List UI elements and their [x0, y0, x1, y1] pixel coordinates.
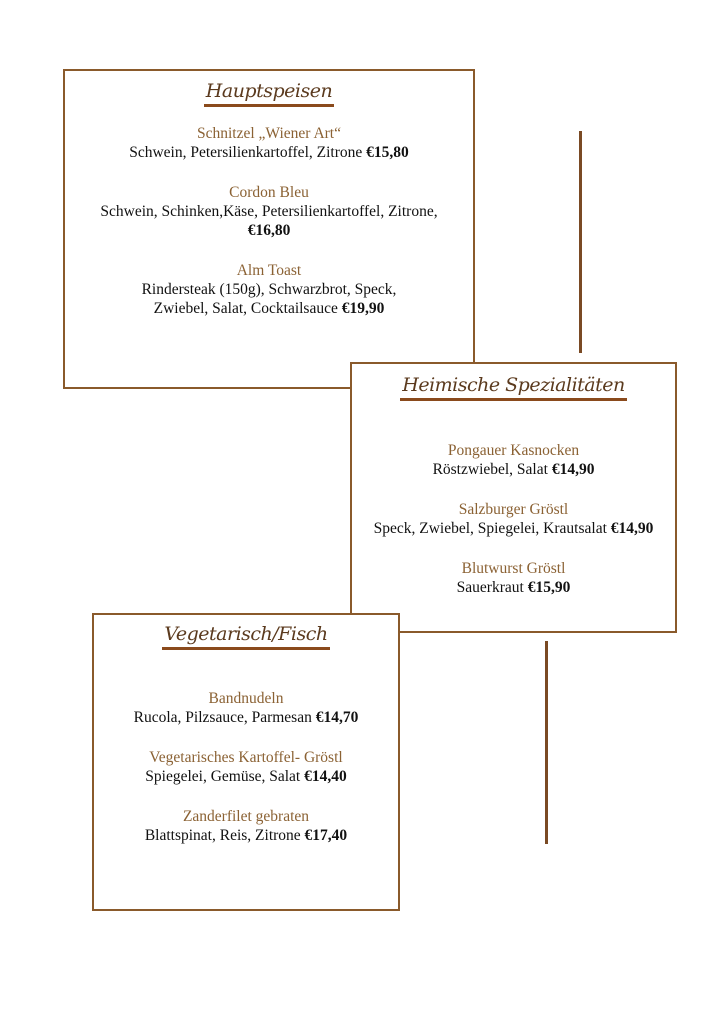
- dish-item: [94, 748, 398, 786]
- dish-price: €15,90: [527, 579, 571, 596]
- dish-name: Pongauer Kasnocken: [447, 442, 580, 459]
- dish-description: [65, 143, 473, 162]
- dish-description: [352, 578, 675, 597]
- dish-ingredients: Sauerkraut: [456, 579, 528, 596]
- dish-price: €15,80: [366, 144, 409, 161]
- dish-list: [65, 124, 473, 318]
- dish-price: €19,90: [341, 300, 385, 317]
- dish-name: Zanderfilet gebraten: [182, 808, 310, 825]
- dish-ingredients: Speck, Zwiebel, Spiegelei, Krautsalat: [373, 520, 611, 537]
- section-title: Hauptspeisen: [204, 79, 334, 107]
- dish-item: [65, 261, 473, 318]
- dish-name: Cordon Bleu: [229, 184, 309, 201]
- dish-price: €14,70: [315, 709, 359, 726]
- dish-item: [65, 183, 473, 240]
- dish-description: [65, 299, 473, 318]
- dish-ingredients: Zwiebel, Salat, Cocktailsauce: [153, 300, 342, 317]
- dish-ingredients: Röstzwiebel, Salat: [432, 461, 552, 478]
- dish-name: Schnitzel „Wiener Art“: [197, 125, 341, 142]
- dish-description: [94, 826, 398, 845]
- dish-list: [94, 689, 398, 845]
- dish-item: [65, 124, 473, 162]
- dish-list: [352, 441, 675, 597]
- dish-price: €17,40: [304, 827, 348, 844]
- dish-price: €16,80: [247, 222, 291, 239]
- dish-name: Salzburger Gröstl: [458, 501, 569, 518]
- dish-description: [94, 708, 398, 727]
- dish-description: [352, 519, 675, 538]
- dish-name: Vegetarisches Kartoffel- Gröstl: [149, 749, 343, 766]
- dish-description: Rindersteak (150g), Schwarzbrot, Speck,: [141, 281, 397, 298]
- dish-description: [352, 460, 675, 479]
- menu-section-hauptspeisen: [63, 69, 475, 389]
- section-title: Heimische Spezialitäten: [400, 373, 626, 401]
- dish-price: €14,90: [610, 520, 654, 537]
- dish-ingredients: Blattspinat, Reis, Zitrone: [144, 827, 301, 844]
- dish-name: Blutwurst Gröstl: [461, 560, 566, 577]
- decorative-divider-line: [545, 641, 548, 844]
- dish-item: [94, 689, 398, 727]
- dish-ingredients: Schwein, Petersilienkartoffel, Zitrone: [129, 144, 367, 161]
- dish-description: Schwein, Schinken,Käse, Petersilienkartoffel, Zitrone,: [100, 203, 438, 220]
- dish-price: €14,40: [304, 768, 347, 785]
- menu-section-heimische-spezialitaeten: [350, 362, 677, 633]
- dish-item: [352, 559, 675, 597]
- dish-name: Alm Toast: [236, 262, 302, 279]
- dish-item: [94, 807, 398, 845]
- dish-price: €14,90: [551, 461, 595, 478]
- section-title: Vegetarisch/Fisch: [162, 622, 329, 650]
- menu-section-vegetarisch-fisch: [92, 613, 400, 911]
- dish-name: Bandnudeln: [208, 690, 284, 707]
- dish-item: [352, 500, 675, 538]
- dish-description: [94, 767, 398, 786]
- dish-ingredients: Spiegelei, Gemüse, Salat: [145, 768, 305, 785]
- decorative-divider-line: [579, 131, 582, 353]
- dish-item: [352, 441, 675, 479]
- dish-ingredients: Rucola, Pilzsauce, Parmesan: [133, 709, 316, 726]
